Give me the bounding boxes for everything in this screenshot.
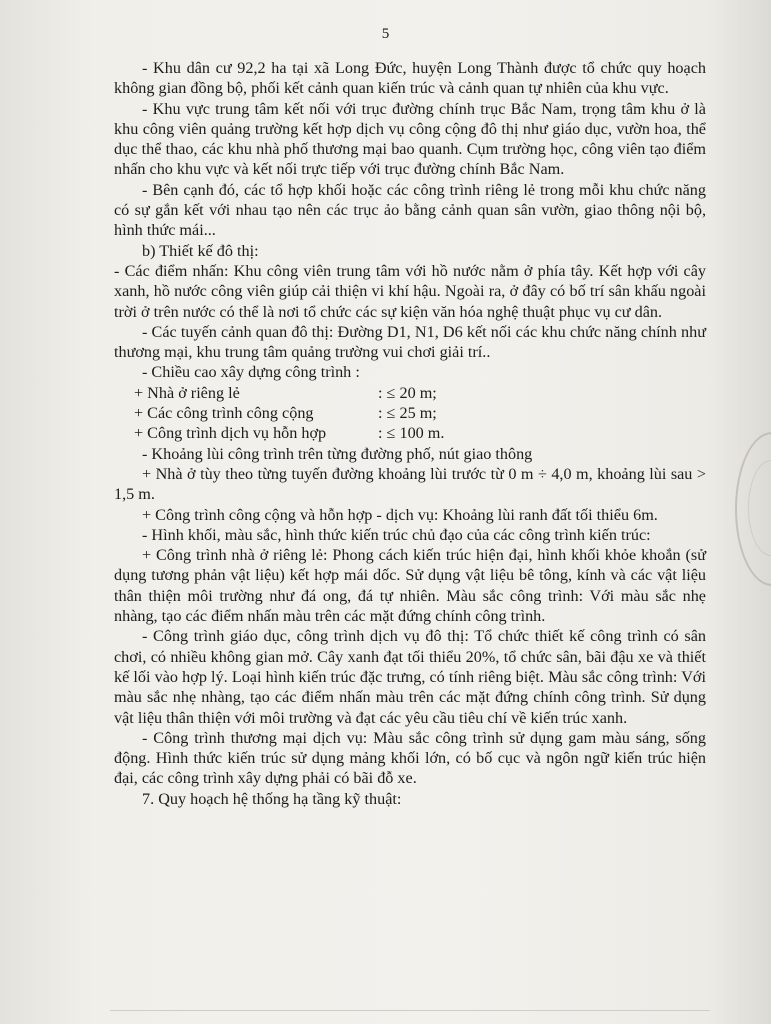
paragraph-building-complexes: - Bên cạnh đó, các tổ hợp khối hoặc các công trình riêng lẻ trong mỗi khu chức năng có sự gắn kết với nhau tạo nên các trục ảo bằng cảnh quan sân vườn, giao thông nội bộ, hình thức mái... [114,180,706,240]
height-row-label: + Các công trình công cộng [134,404,314,423]
paragraph-form-color: - Hình khối, màu sắc, hình thức kiến trúc chủ đạo của các công trình kiến trúc: [142,525,651,544]
height-row-value: : ≤ 25 m; [378,404,437,423]
paragraph-private-houses: + Công trình nhà ở riêng lẻ: Phong cách kiến trúc hiện đại, hình khối khỏe khoắn (sử dụng tương phản vật liệu) kết hợp mái dốc. Sử dụng vật liệu bê tông, kính và các vật liệu thân thiện môi trường như đá ong, đá tự nhiên. Màu sắc công trình: Với màu sắc nhẹ nhàng, tạo các điểm nhấn màu trên các mặt đứng chính công trình. [114,546,706,626]
section-heading-infrastructure: 7. Quy hoạch hệ thống hạ tầng kỹ thuật: [142,789,402,808]
paragraph-building-height: - Chiều cao xây dựng công trình : [142,363,360,382]
page-bottom-shadow [110,1010,710,1011]
page-number: 5 [381,26,390,42]
height-row [114,403,706,423]
height-row-label: + Công trình dịch vụ hỗn hợp [134,424,327,443]
paragraph-residential-area: - Khu dân cư 92,2 ha tại xã Long Đức, huyện Long Thành được tổ chức quy hoạch không gian đồng bộ, phối kết cảnh quan kiến trúc và cảnh quan tự nhiên của khu vực. [114,59,706,98]
paragraph-setback-public: + Công trình công cộng và hỗn hợp - dịch vụ: Khoảng lùi ranh đất tối thiểu 6m. [142,505,658,524]
paragraph-commercial: - Công trình thương mại dịch vụ: Màu sắc công trình sử dụng gam màu sáng, sống động. Hình thức kiến trúc sử dụng mảng khối lớn, có bố cục và ngôn ngữ kiến trúc hiện đại, các công trình xây dựng phải có bãi đỗ xe. [114,728,706,788]
height-row-value: : ≤ 100 m. [378,424,445,443]
paragraph-education-services: - Công trình giáo dục, công trình dịch vụ đô thị: Tổ chức thiết kế công trình có sân chơi, có nhiều không gian mở. Cây xanh đạt tối thiểu 20%, tổ chức sân, bãi đậu xe và thiết kế lối vào hợp lý. Loại hình kiến trúc đặc trưng, có tính riêng biệt. Màu sắc công trình: Với màu sắc nhẹ nhàng, tạo các điểm nhấn màu trên các mặt đứng chính công trình. Sử dụng vật liệu thân thiện với môi trường và đạt các yêu cầu tiêu chí về kiến trúc xanh. [114,627,706,727]
paragraph-setback: - Khoảng lùi công trình trên từng đường phố, nút giao thông [142,444,533,463]
height-row [114,383,706,403]
height-row-label: + Nhà ở riêng lẻ [134,383,240,402]
document-body [114,58,706,809]
paragraph-focal-points: - Các điểm nhấn: Khu công viên trung tâm với hồ nước nằm ở phía tây. Kết hợp với cây xanh, hồ nước công viên giúp cải thiện vi khí hậu. Ngoài ra, ở đây có bố trí sân khấu ngoài trời ở trên nước có thể là nơi tổ chức các sự kiện văn hóa nghệ thuật phục vụ cư dân. [114,261,706,321]
height-row [114,423,706,443]
paragraph-setback-houses: + Nhà ở tùy theo từng tuyến đường khoảng lùi trước từ 0 m ÷ 4,0 m, khoảng lùi sau > 1,5 m. [114,464,706,504]
paragraph-landscape-routes: - Các tuyến cảnh quan đô thị: Đường D1, N1, D6 kết nối các khu chức năng chính như thương mại, khu trung tâm quảng trường vui chơi giải trí.. [114,322,706,362]
section-heading-urban-design: b) Thiết kế đô thị: [142,241,259,260]
height-row-value: : ≤ 20 m; [378,383,437,402]
paragraph-central-area: - Khu vực trung tâm kết nối với trục đường chính trục Bắc Nam, trọng tâm khu ở là khu công viên quảng trường kết hợp dịch vụ công cộng đô thị như giáo dục, vườn hoa, thể dục thể thao, các khu nhà phố thương mại bao quanh. Cụm trường học, công viên tạo điểm nhấn cho khu vực và kết nối trực tiếp với trục đường chính Bắc Nam. [114,99,706,179]
